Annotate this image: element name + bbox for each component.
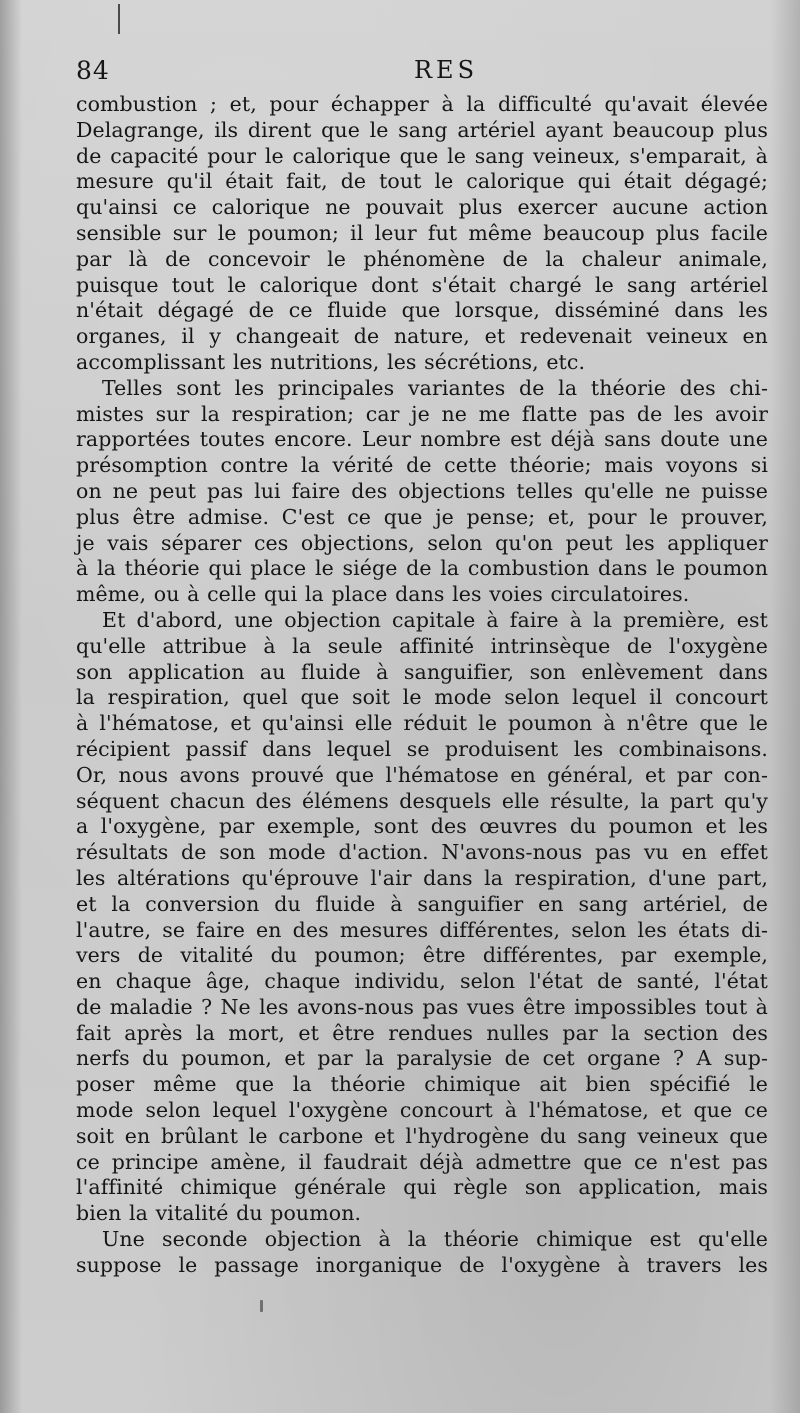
- text-line: combustion ; et, pour échapper à la difficulté qu'avait élevée: [76, 92, 768, 116]
- text-line: qu'elle attribue à la seule affinité intrinsèque de l'oxygène: [76, 633, 768, 658]
- text-line: de maladie ? Ne les avons-nous pas vues être impossibles tout à: [76, 994, 768, 1019]
- text-line: plus être admise. C'est ce que je pense; et, pour le prouver,: [76, 504, 768, 529]
- text-line: Et d'abord, une objection capitale à faire à la première, est: [102, 607, 768, 632]
- text-line: sensible sur le poumon; il leur fut même beaucoup plus facile: [76, 220, 768, 245]
- text-line: accomplissant les nutritions, les sécrétions, etc.: [76, 349, 586, 374]
- text-line: en chaque âge, chaque individu, selon l'état de santé, l'état: [76, 969, 768, 994]
- text-line: vers de vitalité du poumon; être différentes, par exemple,: [76, 943, 768, 968]
- text-line: l'autre, se faire en des mesures différentes, selon les états di-: [76, 917, 768, 942]
- text-line: bien la vitalité du poumon.: [76, 1201, 362, 1226]
- page-header: [76, 56, 768, 92]
- paragraph-4: [76, 1227, 768, 1279]
- page-number: 84: [76, 56, 110, 85]
- text-line: mistes sur la respiration; car je ne me flatte pas de les avoir: [76, 401, 768, 426]
- text-line: Une seconde objection à la théorie chimique est qu'elle: [102, 1227, 768, 1252]
- text-line: nerfs du poumon, et par la paralysie de cet organe ? A sup-: [76, 1046, 768, 1071]
- text-line: Telles sont les principales variantes de la théorie des chi-: [102, 375, 768, 400]
- text-line: n'était dégagé de ce fluide que lorsque, disséminé dans les: [76, 298, 768, 323]
- text-line: séquent chacun des élémens desquels elle résulte, la part qu'y: [76, 788, 768, 813]
- text-line: les altérations qu'éprouve l'air dans la respiration, d'une part,: [76, 865, 768, 890]
- text-line: puisque tout le calorique dont s'était chargé le sang artériel: [76, 272, 768, 297]
- text-line: poser même que la théorie chimique ait bien spécifié le: [76, 1072, 768, 1097]
- text-line: qu'ainsi ce calorique ne pouvait plus exercer aucune action: [76, 195, 768, 220]
- text-line: a l'oxygène, par exemple, sont des œuvres du poumon et les: [76, 814, 768, 839]
- text-line: par là de concevoir le phénomène de la chaleur animale,: [76, 246, 768, 271]
- text-line: la respiration, quel que soit le mode selon lequel il concourt: [76, 685, 768, 710]
- text-line: je vais séparer ces objections, selon qu'on peut les appliquer: [76, 530, 768, 555]
- text-line: présomption contre la vérité de cette théorie; mais voyons si: [76, 453, 768, 478]
- body-text: [76, 92, 768, 1279]
- text-line: ce principe amène, il faudrait déjà admettre que ce n'est pas: [76, 1149, 768, 1174]
- text-line: Delagrange, ils dirent que le sang artériel ayant beaucoup plus: [76, 117, 768, 142]
- scan-mark-bottom: [260, 1300, 263, 1312]
- text-line: récipient passif dans lequel se produisent les combinaisons.: [76, 736, 768, 761]
- text-line: organes, il y changeait de nature, et redevenait veineux en: [76, 324, 768, 349]
- text-line: même, ou à celle qui la place dans les voies circulatoires.: [76, 582, 690, 607]
- text-line: et la conversion du fluide à sanguifier en sang artériel, de: [76, 891, 768, 916]
- text-line: à l'hématose, et qu'ainsi elle réduit le poumon à n'être que le: [76, 711, 768, 736]
- text-line: mode selon lequel l'oxygène concourt à l'hématose, et que ce: [76, 1098, 768, 1123]
- text-line: de capacité pour le calorique que le sang veineux, s'emparait, à: [76, 143, 768, 168]
- paragraph-1: [76, 92, 768, 376]
- text-line: à la théorie qui place le siége de la combustion dans le poumon: [76, 556, 768, 581]
- running-head: RES: [413, 56, 479, 84]
- text-line: soit en brûlant le carbone et l'hydrogène du sang veineux que: [76, 1123, 768, 1148]
- paragraph-2: [76, 376, 768, 608]
- text-line: l'affinité chimique générale qui règle son application, mais: [76, 1175, 768, 1200]
- text-line: fait après la mort, et être rendues nulles par la section des: [76, 1020, 768, 1045]
- text-line: Or, nous avons prouvé que l'hématose en général, et par con-: [76, 762, 768, 787]
- text-line: rapportées toutes encore. Leur nombre est déjà sans doute une: [76, 427, 768, 452]
- page-shadow-right: [770, 0, 800, 1413]
- page-shadow-left: [0, 0, 22, 1413]
- text-line: suppose le passage inorganique de l'oxygène à travers les: [76, 1252, 768, 1277]
- text-line: on ne peut pas lui faire des objections telles qu'elle ne puisse: [76, 478, 768, 503]
- scan-mark-top: [118, 4, 120, 34]
- text-line: mesure qu'il était fait, de tout le calorique qui était dégagé;: [76, 169, 768, 194]
- text-line: son application au fluide à sanguifier, son enlèvement dans: [76, 659, 768, 684]
- paragraph-3: [76, 608, 768, 1227]
- text-line: résultats de son mode d'action. N'avons-nous pas vu en effet: [76, 840, 768, 865]
